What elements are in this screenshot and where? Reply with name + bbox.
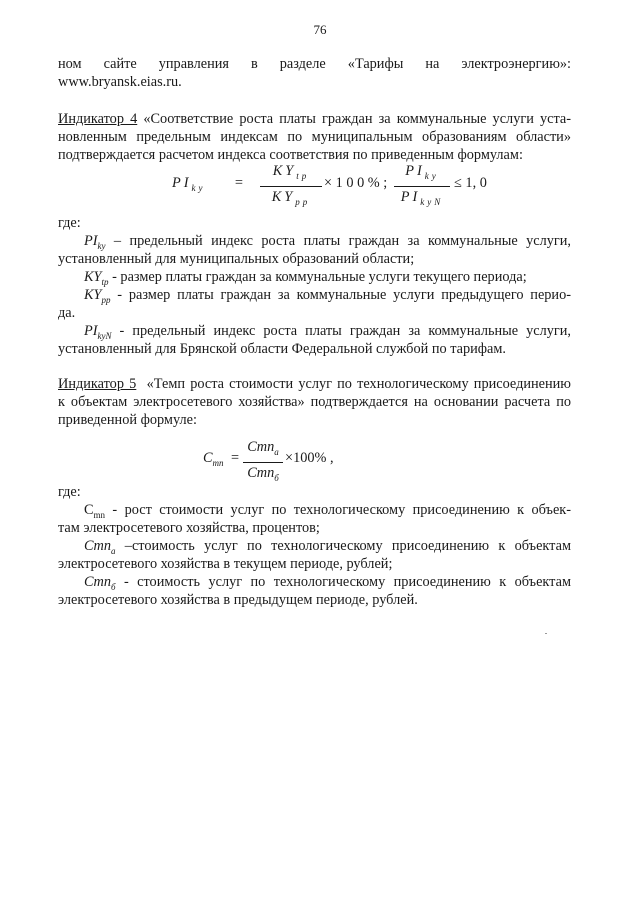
indicator5-text-1: «Темп роста стоимости услуг по технологическому присоединению (146, 376, 571, 392)
f2-den: Cmn (247, 464, 275, 481)
def4-4-sub: kyN (97, 330, 112, 341)
f2-eq: = (231, 450, 240, 466)
def4-3-text: - размер платы граждан за коммунальные услуги предыдущего перио- (110, 287, 571, 303)
f1-fraction-1 (260, 162, 322, 211)
intro-line-1: ном сайте управления в разделе «Тарифы на электроэнергию»: (58, 56, 571, 72)
indicator4-where: где: (58, 215, 81, 231)
def4-4-line-2: установленный для Брянской области Федеральной службой по тарифам. (58, 341, 507, 357)
f1-num2-sub: ky (424, 170, 439, 181)
def4-2-symbol: KY (84, 269, 102, 285)
def5-2-text: –стоимость услуг по технологическому присоединению к объектам (115, 538, 571, 554)
f1-eq: = (234, 175, 244, 191)
def4-3-symbol: KY (84, 287, 102, 303)
def5-1-symbol: C (84, 502, 94, 518)
f2-lhs: C (203, 450, 213, 466)
def4-1-symbol: PI (84, 233, 98, 249)
f2-num-sub: a (274, 446, 279, 457)
def5-3-symbol: Cmn (84, 574, 112, 590)
def4-3-line-2: да. (58, 305, 76, 321)
intro-line-2: www.bryansk.eias.ru. (58, 74, 182, 90)
f2-num: Cmn (247, 439, 275, 455)
def4-1-sub: ky (97, 240, 106, 251)
indicator5-line-2: к объектам электросетевого хозяйства» подтверждается на основании расчета по (58, 394, 571, 410)
f1-lhs-sub: ky (191, 182, 206, 193)
def4-1-line-2: установленный для муниципальных образований области; (58, 251, 415, 267)
f2-den-sub: б (274, 472, 279, 483)
f1-times: × 1 0 0 % ; (324, 175, 388, 191)
f2-fraction (243, 438, 283, 487)
indicator4-formula (172, 162, 487, 208)
def5-3-line-2: электросетевого хозяйства в предыдущем периоде, рублей. (58, 592, 418, 608)
def4-4-text: - предельный индекс роста платы граждан за коммунальные услуги, (111, 323, 571, 339)
def5-1-line-2: там электросетевого хозяйства, процентов; (58, 520, 320, 536)
f1-num: KY (272, 163, 297, 179)
def4-4-symbol: PI (84, 323, 98, 339)
indicator4-heading: Индикатор 4 (58, 111, 138, 127)
def5-2-line-2: электросетевого хозяйства в текущем периоде, рублей; (58, 556, 393, 572)
f1-tail: ≤ 1, 0 (454, 175, 487, 191)
indicator4-line-1 (58, 110, 571, 128)
f1-den-sub: pp (295, 196, 311, 207)
indicator5-formula (203, 438, 363, 483)
def5-1-sub: mn (93, 509, 106, 520)
indicator5-line-1 (58, 375, 571, 393)
indicator4-line-3: подтверждается расчетом индекса соответствия по приведенным формулам: (58, 147, 523, 163)
page-number: 76 (313, 22, 327, 37)
indicator4-line-2: новленным предельным индексам по муниципальным образованиям области» (58, 129, 571, 145)
f1-lhs: PI (172, 175, 192, 191)
f2-lhs-sub: mn (212, 457, 224, 468)
indicator5-heading: Индикатор 5 (58, 376, 137, 392)
f1-den: KY (271, 188, 296, 205)
f1-num-sub: tp (296, 170, 310, 181)
indicator5-line-3: приведенной формуле: (58, 412, 197, 428)
def5-2-symbol: Cmn (84, 538, 112, 554)
def4-2-sub: tp (101, 276, 109, 287)
f2-tail: ×100% , (285, 450, 334, 466)
def5-3-sub: б (111, 581, 116, 592)
def4-1-text: – предельный индекс роста платы граждан за коммунальные услуги, (105, 233, 571, 249)
f1-fraction-2 (394, 162, 450, 211)
def5-3-text: - стоимость услуг по технологическому присоединению к объектам (115, 574, 571, 590)
f1-den2-sub: kyN (420, 196, 444, 207)
def5-1-text: - рост стоимости услуг по технологическому присоединению к объек- (105, 502, 571, 518)
f1-num2: PI (405, 163, 425, 179)
def5-2-sub: а (111, 545, 116, 556)
indicator5-where: где: (58, 484, 81, 500)
scan-speck (545, 633, 547, 634)
f1-den2: PI (400, 188, 421, 205)
def4-3-sub: pp (101, 294, 111, 305)
indicator4-text-1: «Соответствие роста платы граждан за коммунальные услуги уста- (137, 111, 572, 127)
def4-2-text: - размер платы граждан за коммунальные услуги текущего периода; (108, 269, 527, 285)
